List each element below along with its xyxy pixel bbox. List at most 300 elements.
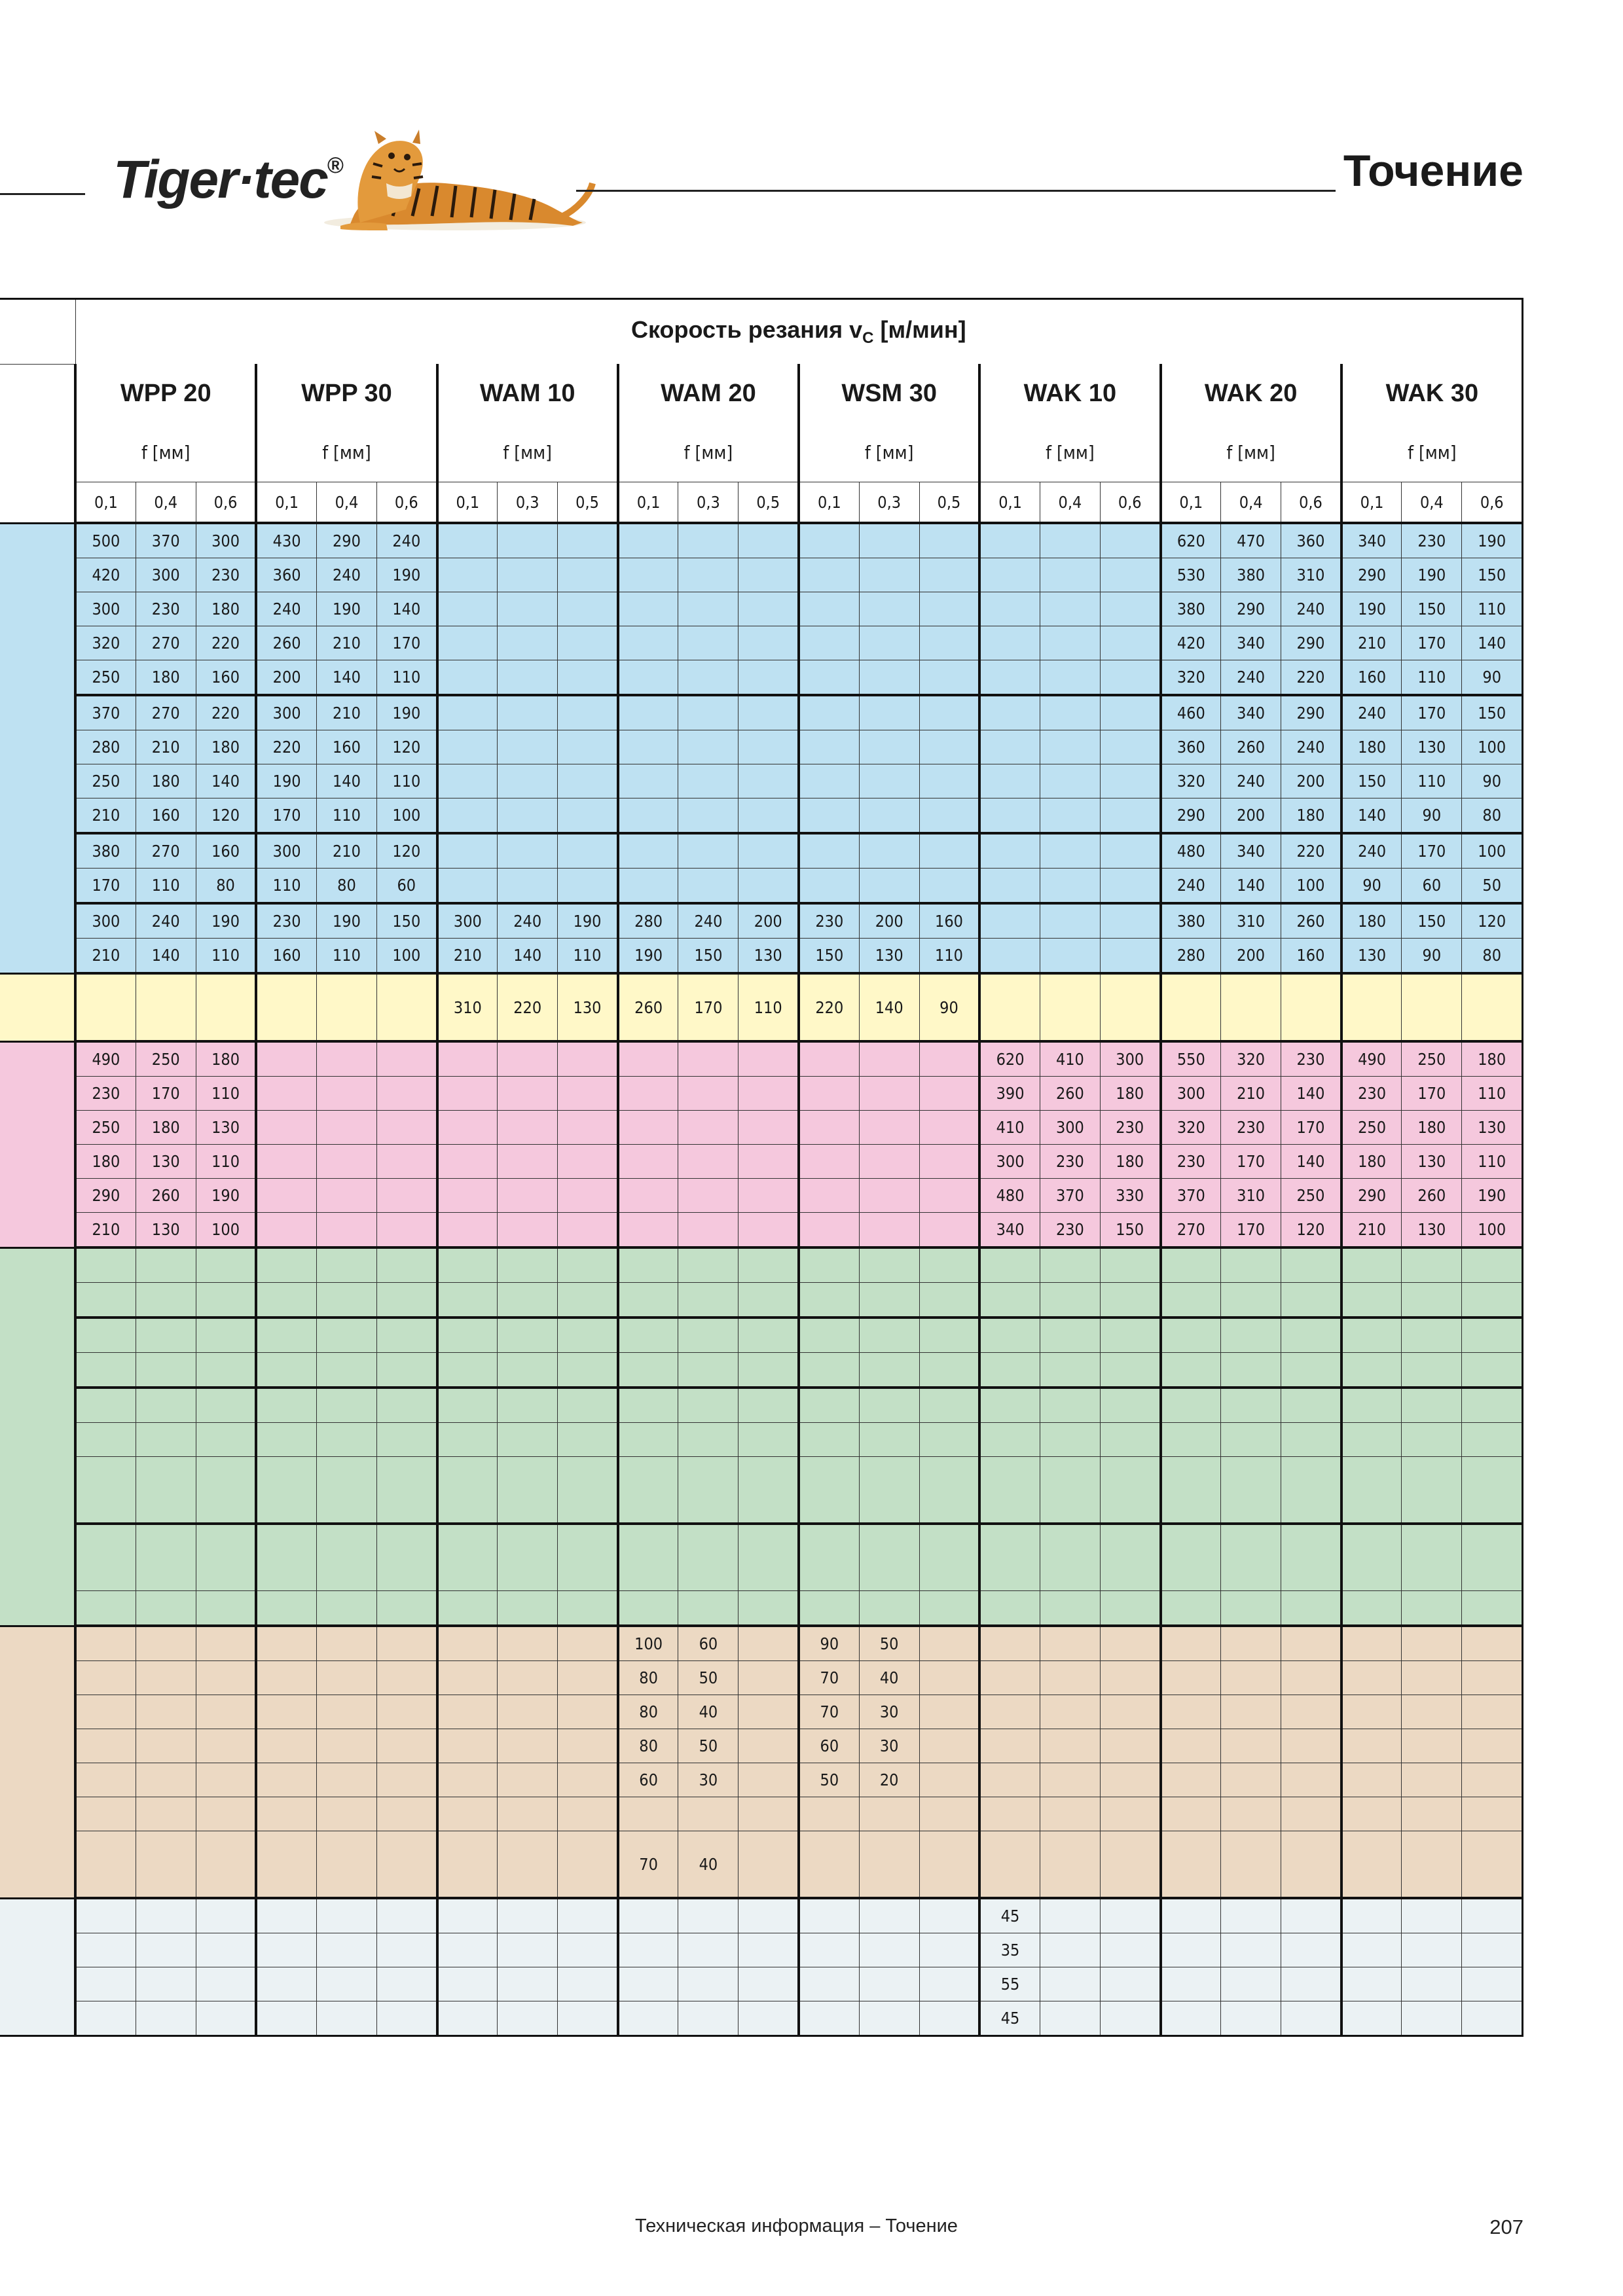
- material-group-swatch: [0, 1353, 75, 1388]
- cutting-speed-cell: [1462, 1318, 1523, 1353]
- feed-unit-label: f [мм]: [437, 423, 618, 482]
- cutting-speed-cell: 30: [859, 1729, 919, 1763]
- cutting-speed-cell: [1100, 939, 1160, 974]
- table-corner-cell: [0, 299, 75, 365]
- grade-header: WAM 20: [618, 364, 799, 423]
- cutting-speed-cell: [1161, 1661, 1221, 1695]
- cutting-speed-cell: [979, 1524, 1040, 1591]
- cutting-speed-cell: [256, 1591, 316, 1626]
- cutting-speed-cell: [678, 1247, 739, 1283]
- cutting-speed-cell: [75, 1318, 136, 1353]
- cutting-speed-cell: 180: [1341, 1145, 1402, 1179]
- cutting-speed-cell: [739, 1524, 799, 1591]
- cutting-speed-cell: 170: [136, 1077, 196, 1111]
- cutting-speed-cell: [498, 1457, 558, 1524]
- cutting-speed-cell: [618, 1797, 678, 1831]
- cutting-speed-cell: 550: [1161, 1041, 1221, 1077]
- cutting-speed-cell: [919, 695, 979, 730]
- cutting-speed-cell: 55: [979, 1967, 1040, 2001]
- cutting-speed-cell: [377, 1111, 437, 1145]
- cutting-speed-cell: [377, 1763, 437, 1797]
- cutting-speed-cell: [377, 1797, 437, 1831]
- cutting-speed-cell: [1040, 869, 1100, 904]
- cutting-speed-cell: [136, 1247, 196, 1283]
- material-group-swatch: [0, 1524, 75, 1591]
- cutting-speed-cell: 210: [316, 695, 376, 730]
- cutting-speed-cell: [75, 1626, 136, 1661]
- cutting-speed-cell: [1402, 1318, 1462, 1353]
- grade-header: WAM 10: [437, 364, 618, 423]
- feed-unit-label: f [мм]: [75, 423, 256, 482]
- cutting-speed-cell: 40: [859, 1661, 919, 1695]
- table-row: [0, 1591, 1523, 1626]
- cutting-speed-cell: 300: [1040, 1111, 1100, 1145]
- cutting-speed-cell: [859, 1457, 919, 1524]
- material-group-swatch: [0, 1626, 75, 1661]
- cutting-speed-cell: [678, 833, 739, 869]
- cutting-speed-cell: [1341, 1457, 1402, 1524]
- cutting-speed-cell: 90: [1341, 869, 1402, 904]
- material-group-swatch: [0, 939, 75, 974]
- table-row: [0, 1247, 1523, 1283]
- cutting-speed-cell: [1100, 1898, 1160, 1933]
- cutting-speed-cell: [256, 1661, 316, 1695]
- cutting-speed-cell: [799, 1353, 859, 1388]
- cutting-speed-cell: [979, 1283, 1040, 1318]
- cutting-speed-cell: [437, 558, 498, 592]
- cutting-speed-cell: [1100, 1695, 1160, 1729]
- cutting-speed-cell: [498, 626, 558, 660]
- cutting-speed-cell: [979, 1626, 1040, 1661]
- cutting-speed-cell: [799, 660, 859, 696]
- cutting-speed-cell: [558, 1763, 618, 1797]
- cutting-speed-cell: [1100, 1763, 1160, 1797]
- cutting-speed-cell: [919, 626, 979, 660]
- cutting-speed-cell: [558, 592, 618, 626]
- table-row: [0, 1524, 1523, 1591]
- cutting-speed-cell: [739, 1247, 799, 1283]
- material-group-swatch: [0, 1457, 75, 1524]
- cutting-speed-cell: 270: [136, 833, 196, 869]
- cutting-speed-cell: [739, 1145, 799, 1179]
- cutting-speed-cell: [618, 558, 678, 592]
- cutting-speed-cell: [437, 1933, 498, 1967]
- cutting-speed-cell: [678, 1797, 739, 1831]
- cutting-speed-cell: 80: [196, 869, 256, 904]
- cutting-speed-cell: [377, 1591, 437, 1626]
- cutting-speed-cell: [1462, 1898, 1523, 1933]
- cutting-speed-cell: [739, 1729, 799, 1763]
- cutting-speed-cell: [678, 558, 739, 592]
- cutting-speed-cell: [498, 1763, 558, 1797]
- cutting-speed-cell: [316, 1353, 376, 1388]
- cutting-speed-cell: 230: [799, 903, 859, 939]
- cutting-speed-cell: 190: [316, 592, 376, 626]
- cutting-speed-cell: [196, 1318, 256, 1353]
- cutting-speed-cell: 180: [1341, 903, 1402, 939]
- cutting-speed-cell: [498, 1423, 558, 1457]
- cutting-speed-cell: 90: [1402, 798, 1462, 834]
- cutting-speed-cell: [558, 1591, 618, 1626]
- cutting-speed-cell: [558, 2001, 618, 2036]
- cutting-speed-cell: [316, 1145, 376, 1179]
- cutting-speed-cell: [618, 1423, 678, 1457]
- cutting-speed-cell: [196, 1763, 256, 1797]
- cutting-speed-cell: [1221, 1524, 1281, 1591]
- material-group-swatch: [0, 869, 75, 904]
- cutting-speed-cell: 260: [618, 973, 678, 1041]
- cutting-speed-table: [0, 298, 1523, 2037]
- table-row: [0, 939, 1523, 974]
- cutting-speed-cell: [1462, 1591, 1523, 1626]
- feed-value: 0,1: [799, 482, 859, 524]
- cutting-speed-cell: 240: [1161, 869, 1221, 904]
- cutting-speed-cell: [859, 833, 919, 869]
- cutting-speed-cell: 110: [196, 1145, 256, 1179]
- cutting-speed-cell: [1402, 1797, 1462, 1831]
- cutting-speed-cell: [919, 1283, 979, 1318]
- cutting-speed-cell: [316, 1283, 376, 1318]
- feed-value: 0,3: [678, 482, 739, 524]
- cutting-speed-cell: [1100, 1933, 1160, 1967]
- material-group-swatch: [0, 1831, 75, 1899]
- cutting-speed-cell: 280: [75, 730, 136, 764]
- cutting-speed-cell: [256, 1763, 316, 1797]
- cutting-speed-cell: [919, 1797, 979, 1831]
- table-row: [0, 1695, 1523, 1729]
- table-row: [0, 660, 1523, 696]
- cutting-speed-cell: [618, 592, 678, 626]
- material-group-swatch: [0, 1591, 75, 1626]
- feed-value: 0,4: [316, 482, 376, 524]
- cutting-speed-cell: [136, 1353, 196, 1388]
- header-rule-middle: [576, 190, 1336, 192]
- cutting-speed-cell: 120: [1462, 903, 1523, 939]
- cutting-speed-cell: [799, 592, 859, 626]
- cutting-speed-cell: 50: [799, 1763, 859, 1797]
- cutting-speed-cell: [558, 1797, 618, 1831]
- cutting-speed-cell: [377, 1898, 437, 1933]
- cutting-speed-cell: 45: [979, 1898, 1040, 1933]
- cutting-speed-cell: 210: [75, 939, 136, 974]
- feed-unit-label: f [мм]: [618, 423, 799, 482]
- cutting-speed-cell: [437, 1763, 498, 1797]
- cutting-speed-cell: [618, 1524, 678, 1591]
- cutting-speed-cell: [196, 1831, 256, 1899]
- cutting-speed-cell: 220: [1281, 833, 1341, 869]
- cutting-speed-cell: 180: [196, 1041, 256, 1077]
- cutting-speed-cell: [1462, 1283, 1523, 1318]
- cutting-speed-cell: [919, 798, 979, 834]
- cutting-speed-cell: [75, 973, 136, 1041]
- cutting-speed-cell: [498, 558, 558, 592]
- cutting-speed-cell: [1100, 973, 1160, 1041]
- cutting-speed-cell: [498, 592, 558, 626]
- cutting-speed-cell: [437, 695, 498, 730]
- cutting-speed-cell: [316, 1695, 376, 1729]
- cutting-speed-cell: [498, 1318, 558, 1353]
- cutting-speed-cell: 140: [1341, 798, 1402, 834]
- cutting-speed-cell: [739, 592, 799, 626]
- cutting-speed-cell: [1402, 1763, 1462, 1797]
- cutting-speed-cell: [979, 1591, 1040, 1626]
- cutting-speed-cell: 190: [316, 903, 376, 939]
- cutting-speed-cell: 260: [256, 626, 316, 660]
- cutting-speed-cell: [256, 1457, 316, 1524]
- cutting-speed-cell: 240: [377, 523, 437, 558]
- cutting-speed-cell: [919, 1388, 979, 1423]
- cutting-speed-cell: [316, 2001, 376, 2036]
- cutting-speed-cell: [1040, 798, 1100, 834]
- cutting-speed-cell: [136, 1388, 196, 1423]
- cutting-speed-cell: 300: [979, 1145, 1040, 1179]
- cutting-speed-cell: 200: [1221, 939, 1281, 974]
- cutting-speed-cell: 370: [1040, 1179, 1100, 1213]
- cutting-speed-cell: [316, 1077, 376, 1111]
- cutting-speed-cell: [377, 1967, 437, 2001]
- cutting-speed-cell: [498, 1111, 558, 1145]
- feed-unit-label: f [мм]: [1341, 423, 1523, 482]
- cutting-speed-cell: [1462, 1353, 1523, 1388]
- cutting-speed-cell: 230: [1040, 1213, 1100, 1248]
- feed-value: 0,6: [1281, 482, 1341, 524]
- cutting-speed-cell: 240: [1341, 833, 1402, 869]
- feed-unit-label: f [мм]: [256, 423, 437, 482]
- cutting-speed-cell: 100: [377, 939, 437, 974]
- cutting-speed-cell: [377, 1729, 437, 1763]
- cutting-speed-cell: 110: [377, 764, 437, 798]
- cutting-speed-cell: [498, 1661, 558, 1695]
- cutting-speed-cell: [1281, 973, 1341, 1041]
- cutting-speed-cell: [498, 2001, 558, 2036]
- cutting-speed-cell: [196, 1353, 256, 1388]
- cutting-speed-cell: [1462, 1695, 1523, 1729]
- table-row: [0, 903, 1523, 939]
- cutting-speed-cell: 280: [618, 903, 678, 939]
- cutting-speed-cell: 140: [136, 939, 196, 974]
- cutting-speed-cell: 530: [1161, 558, 1221, 592]
- cutting-speed-cell: [1161, 973, 1221, 1041]
- cutting-speed-cell: 240: [1221, 764, 1281, 798]
- cutting-speed-cell: [377, 1318, 437, 1353]
- cutting-speed-cell: [1341, 1661, 1402, 1695]
- cutting-speed-cell: 320: [1221, 1041, 1281, 1077]
- cutting-speed-cell: [859, 1898, 919, 1933]
- cutting-speed-cell: [558, 660, 618, 696]
- cutting-speed-cell: [1281, 1457, 1341, 1524]
- cutting-speed-cell: [919, 592, 979, 626]
- material-group-swatch: [0, 1111, 75, 1145]
- cutting-speed-cell: 190: [1462, 523, 1523, 558]
- cutting-speed-cell: [256, 1283, 316, 1318]
- cutting-speed-cell: 230: [1161, 1145, 1221, 1179]
- feed-value: 0,5: [558, 482, 618, 524]
- cutting-speed-cell: [1221, 1457, 1281, 1524]
- cutting-speed-cell: [1341, 1797, 1402, 1831]
- cutting-speed-cell: [799, 1213, 859, 1248]
- cutting-speed-cell: [437, 1729, 498, 1763]
- cutting-speed-cell: [618, 1898, 678, 1933]
- cutting-speed-cell: [75, 1695, 136, 1729]
- cutting-speed-cell: [979, 903, 1040, 939]
- cutting-speed-cell: [1100, 695, 1160, 730]
- cutting-speed-cell: [799, 1967, 859, 2001]
- cutting-speed-cell: [919, 2001, 979, 2036]
- cutting-speed-cell: [498, 1967, 558, 2001]
- cutting-speed-cell: [196, 1626, 256, 1661]
- cutting-speed-cell: [196, 1898, 256, 1933]
- cutting-speed-cell: [1040, 1933, 1100, 1967]
- cutting-speed-cell: [136, 1763, 196, 1797]
- cutting-speed-cell: 60: [1402, 869, 1462, 904]
- cutting-speed-cell: [739, 1213, 799, 1248]
- cutting-speed-cell: [1040, 660, 1100, 696]
- cutting-speed-cell: [437, 1457, 498, 1524]
- cutting-speed-cell: [1100, 1524, 1160, 1591]
- material-group-swatch: [0, 558, 75, 592]
- cutting-speed-cell: [1281, 2001, 1341, 2036]
- cutting-speed-cell: [498, 1145, 558, 1179]
- feed-value: 0,5: [739, 482, 799, 524]
- cutting-speed-cell: [1402, 1967, 1462, 2001]
- cutting-speed-cell: [919, 1695, 979, 1729]
- cutting-speed-cell: [979, 1729, 1040, 1763]
- cutting-speed-cell: [498, 869, 558, 904]
- cutting-speed-cell: 120: [1281, 1213, 1341, 1248]
- cutting-speed-cell: [136, 1933, 196, 1967]
- cutting-speed-cell: [437, 1247, 498, 1283]
- cutting-speed-cell: [498, 1283, 558, 1318]
- cutting-speed-cell: 260: [1221, 730, 1281, 764]
- cutting-speed-cell: [558, 1457, 618, 1524]
- cutting-speed-cell: 230: [256, 903, 316, 939]
- cutting-speed-cell: 270: [136, 626, 196, 660]
- cutting-speed-cell: [739, 764, 799, 798]
- cutting-speed-cell: 290: [1161, 798, 1221, 834]
- cutting-speed-cell: [558, 626, 618, 660]
- feed-value: 0,6: [1462, 482, 1523, 524]
- cutting-speed-cell: [859, 1283, 919, 1318]
- cutting-speed-cell: 430: [256, 523, 316, 558]
- cutting-speed-cell: [739, 558, 799, 592]
- table-row: [0, 2001, 1523, 2036]
- cutting-speed-cell: [859, 1111, 919, 1145]
- cutting-speed-cell: [1040, 1388, 1100, 1423]
- cutting-speed-cell: [1462, 1626, 1523, 1661]
- cutting-speed-cell: [437, 1111, 498, 1145]
- cutting-speed-cell: [1040, 730, 1100, 764]
- cutting-speed-cell: [1040, 1695, 1100, 1729]
- cutting-speed-cell: 60: [377, 869, 437, 904]
- cutting-speed-cell: [1281, 1423, 1341, 1457]
- cutting-speed-cell: [1341, 1967, 1402, 2001]
- cutting-speed-cell: [739, 1797, 799, 1831]
- cutting-speed-cell: [1040, 558, 1100, 592]
- cutting-speed-cell: [498, 695, 558, 730]
- cutting-speed-cell: [377, 1388, 437, 1423]
- cutting-speed-cell: [1161, 2001, 1221, 2036]
- cutting-speed-cell: [799, 764, 859, 798]
- cutting-speed-cell: 240: [678, 903, 739, 939]
- cutting-speed-cell: 210: [75, 1213, 136, 1248]
- cutting-speed-cell: [316, 1661, 376, 1695]
- cutting-speed-cell: [979, 523, 1040, 558]
- cutting-speed-cell: [1100, 1388, 1160, 1423]
- cutting-speed-cell: [859, 592, 919, 626]
- cutting-speed-cell: 140: [859, 973, 919, 1041]
- cutting-speed-cell: [316, 1213, 376, 1248]
- cutting-speed-cell: [316, 1763, 376, 1797]
- cutting-speed-cell: 300: [256, 833, 316, 869]
- cutting-speed-cell: [1100, 1591, 1160, 1626]
- cutting-speed-cell: 260: [1040, 1077, 1100, 1111]
- cutting-speed-cell: [859, 1247, 919, 1283]
- cutting-speed-cell: [678, 1145, 739, 1179]
- cutting-speed-cell: [1402, 1524, 1462, 1591]
- cutting-speed-cell: [859, 730, 919, 764]
- cutting-speed-cell: [437, 1898, 498, 1933]
- section-title: Точение: [1343, 146, 1523, 196]
- cutting-speed-cell: [919, 764, 979, 798]
- cutting-speed-cell: 100: [1462, 1213, 1523, 1248]
- cutting-speed-cell: [1100, 660, 1160, 696]
- cutting-speed-cell: [256, 1077, 316, 1111]
- cutting-speed-cell: [1281, 1283, 1341, 1318]
- cutting-speed-cell: 110: [136, 869, 196, 904]
- feed-unit-label: f [мм]: [799, 423, 979, 482]
- cutting-speed-cell: [316, 973, 376, 1041]
- cutting-speed-cell: 300: [136, 558, 196, 592]
- cutting-speed-cell: 490: [1341, 1041, 1402, 1077]
- cutting-speed-cell: 260: [1281, 903, 1341, 939]
- cutting-speed-cell: [256, 1318, 316, 1353]
- cutting-speed-cell: [1040, 1591, 1100, 1626]
- cutting-speed-cell: [678, 2001, 739, 2036]
- cutting-speed-cell: [558, 1831, 618, 1899]
- cutting-speed-cell: [859, 869, 919, 904]
- cutting-speed-cell: [618, 1283, 678, 1318]
- cutting-speed-cell: 340: [979, 1213, 1040, 1248]
- cutting-speed-cell: [919, 1353, 979, 1388]
- cutting-speed-cell: [618, 1933, 678, 1967]
- cutting-speed-cell: [1040, 626, 1100, 660]
- cutting-speed-cell: 150: [1341, 764, 1402, 798]
- cutting-speed-cell: [136, 2001, 196, 2036]
- cutting-speed-cell: [739, 1423, 799, 1457]
- cutting-speed-cell: [136, 1283, 196, 1318]
- cutting-speed-cell: [1161, 1729, 1221, 1763]
- cutting-speed-cell: [1221, 1695, 1281, 1729]
- cutting-speed-cell: 210: [1341, 1213, 1402, 1248]
- table-row: [0, 1179, 1523, 1213]
- cutting-speed-cell: [377, 1423, 437, 1457]
- cutting-speed-cell: 170: [1281, 1111, 1341, 1145]
- cutting-speed-cell: [498, 764, 558, 798]
- cutting-speed-cell: [1341, 1626, 1402, 1661]
- cutting-speed-cell: [1462, 1729, 1523, 1763]
- cutting-speed-cell: 320: [1161, 1111, 1221, 1145]
- cutting-speed-cell: [799, 1111, 859, 1145]
- cutting-speed-cell: 150: [1462, 695, 1523, 730]
- cutting-speed-cell: [1100, 1626, 1160, 1661]
- cutting-speed-cell: [1221, 1591, 1281, 1626]
- cutting-speed-cell: [1341, 973, 1402, 1041]
- cutting-speed-cell: [678, 1524, 739, 1591]
- cutting-speed-cell: [1221, 1831, 1281, 1899]
- cutting-speed-cell: 420: [75, 558, 136, 592]
- cutting-speed-cell: [1402, 1423, 1462, 1457]
- cutting-speed-cell: 40: [678, 1831, 739, 1899]
